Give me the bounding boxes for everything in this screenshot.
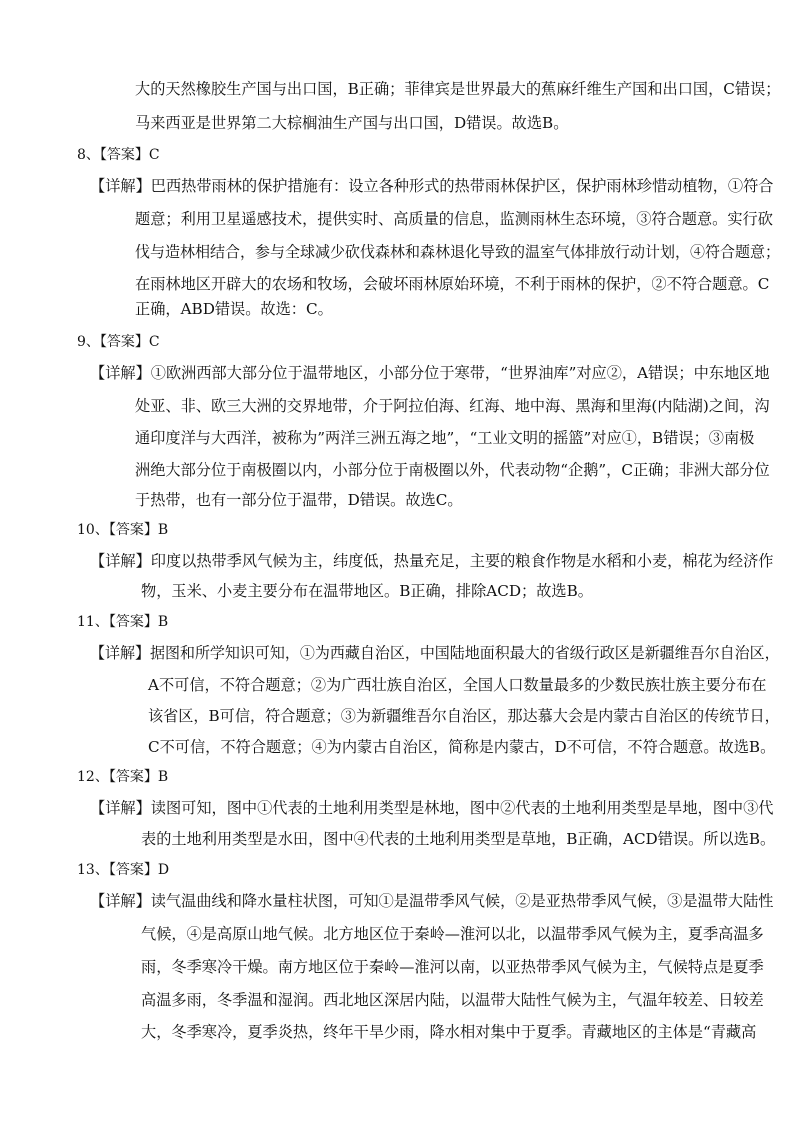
detail-text: 印度以热带季风气候为主，纬度低，热量充足，主要的粮食作物是水稻和小麦，棉花为经济作: [150, 552, 774, 570]
detail-10-line-1: [90, 551, 773, 571]
detail-label: 【详解】: [90, 552, 151, 570]
detail-13-line-4: 高温多雨，冬季温和湿润。西北地区深居内陆，以温带大陆性气候为主，气温年较差、日较差: [141, 991, 764, 1009]
detail-9-line-5: 于热带，也有一部分位于温带，D错误。故选C。: [135, 491, 463, 509]
detail-13-line-2: 气候，④是高原山地气候。北方地区位于秦岭—淮河以北，以温带季风气候为主，夏季高温多: [141, 925, 764, 943]
detail-8-line-2: 题意；利用卫星遥感技术，提供实时、高质量的信息，监测雨林生态环境，③符合题意。实行砍: [135, 210, 773, 228]
detail-13-line-1: [90, 891, 773, 911]
detail-8-line-1: [90, 176, 773, 196]
detail-11-line-1: [90, 643, 780, 663]
detail-9-line-3: 通印度洋与大西洋，被称为”两洋三洲五海之地”，“工业文明的摇篮”对应①，B错误；③南极: [135, 429, 755, 447]
detail-13-line-5: 大，冬季寒冷，夏季炎热，终年干旱少雨，降水相对集中于夏季。青藏地区的主体是“青藏高: [141, 1023, 757, 1041]
answer-13: 13、【答案】D: [77, 862, 170, 878]
detail-13-line-3: 雨，冬季寒冷干燥。南方地区位于秦岭—淮河以南，以亚热带季风气候为主，气候特点是夏季: [141, 958, 764, 976]
detail-8-line-5: 正确，ABD错误。故选：C。: [135, 300, 333, 318]
detail-11-line-4: C不可信，不符合题意；④为内蒙古自治区，简称是内蒙古，D不可信，不符合题意。故选B。: [148, 738, 776, 756]
answer-9: 9、【答案】C: [77, 334, 160, 350]
detail-12-line-1: [90, 798, 773, 818]
detail-label: 【详解】: [90, 177, 151, 195]
intro-line-2: 马来西亚是世界第二大棕榈油生产国与出口国，D错误。故选B。: [135, 114, 569, 132]
detail-label: 【详解】: [90, 644, 150, 662]
detail-11-line-2: A不可信，不符合题意；②为广西壮族自治区，全国人口数量最多的少数民族壮族主要分布在: [148, 676, 767, 694]
detail-9-line-2: 处亚、非、欧三大洲的交界地带，介于阿拉伯海、红海、地中海、黑海和里海(内陆湖)之间，沟: [135, 397, 770, 415]
detail-text: ①欧洲西部大部分位于温带地区，小部分位于寒带，“世界油库”对应②，A错误；中东地区地: [150, 364, 770, 382]
answer-12: 12、【答案】B: [77, 769, 169, 785]
detail-text: 读图可知，图中①代表的土地利用类型是林地，图中②代表的土地利用类型是旱地，图中③代: [150, 799, 774, 817]
detail-label: 【详解】: [90, 799, 151, 817]
detail-12-line-2: 表的土地利用类型是水田，图中④代表的土地利用类型是草地，B正确，ACD错误。所以选B。: [141, 830, 776, 848]
detail-label: 【详解】: [90, 892, 151, 910]
detail-11-line-3: 该省区，B可信，符合题意；③为新疆维吾尔自治区，那达慕大会是内蒙古自治区的传统节日，: [148, 707, 780, 725]
detail-8-line-4: 在雨林地区开辟大的农场和牧场，会破坏雨林原始环境，不利于雨林的保护，②不符合题意。C: [135, 275, 770, 293]
detail-9-line-1: [90, 363, 770, 383]
detail-text: 巴西热带雨林的保护措施有：设立各种形式的热带雨林保护区，保护雨林珍惜动植物，①符合: [150, 177, 774, 195]
detail-10-line-2: 物，玉米、小麦主要分布在温带地区。B正确，排除ACD；故选B。: [141, 582, 593, 600]
detail-9-line-4: 洲绝大部分位于南极圈以内，小部分位于南极圈以外，代表动物“企鹅”，C正确；非洲大部分位: [135, 461, 770, 479]
answer-11: 11、【答案】B: [77, 614, 169, 630]
answer-10: 10、【答案】B: [77, 522, 169, 538]
detail-text: 据图和所学知识可知，①为西藏自治区，中国陆地面积最大的省级行政区是新疆维吾尔自治区，: [149, 644, 780, 662]
detail-8-line-3: 伐与造林相结合，参与全球减少砍伐森林和森林退化导致的温室气体排放行动计划，④符合题意；: [135, 243, 781, 261]
answer-8: 8、【答案】C: [77, 147, 160, 163]
detail-label: 【详解】: [90, 364, 151, 382]
intro-line-1: 大的天然橡胶生产国与出口国，B正确；菲律宾是世界最大的蕉麻纤维生产国和出口国，C错误；: [135, 80, 781, 98]
detail-text: 读气温曲线和降水量柱状图，可知①是温带季风气候，②是亚热带季风气候，③是温带大陆性: [150, 892, 774, 910]
